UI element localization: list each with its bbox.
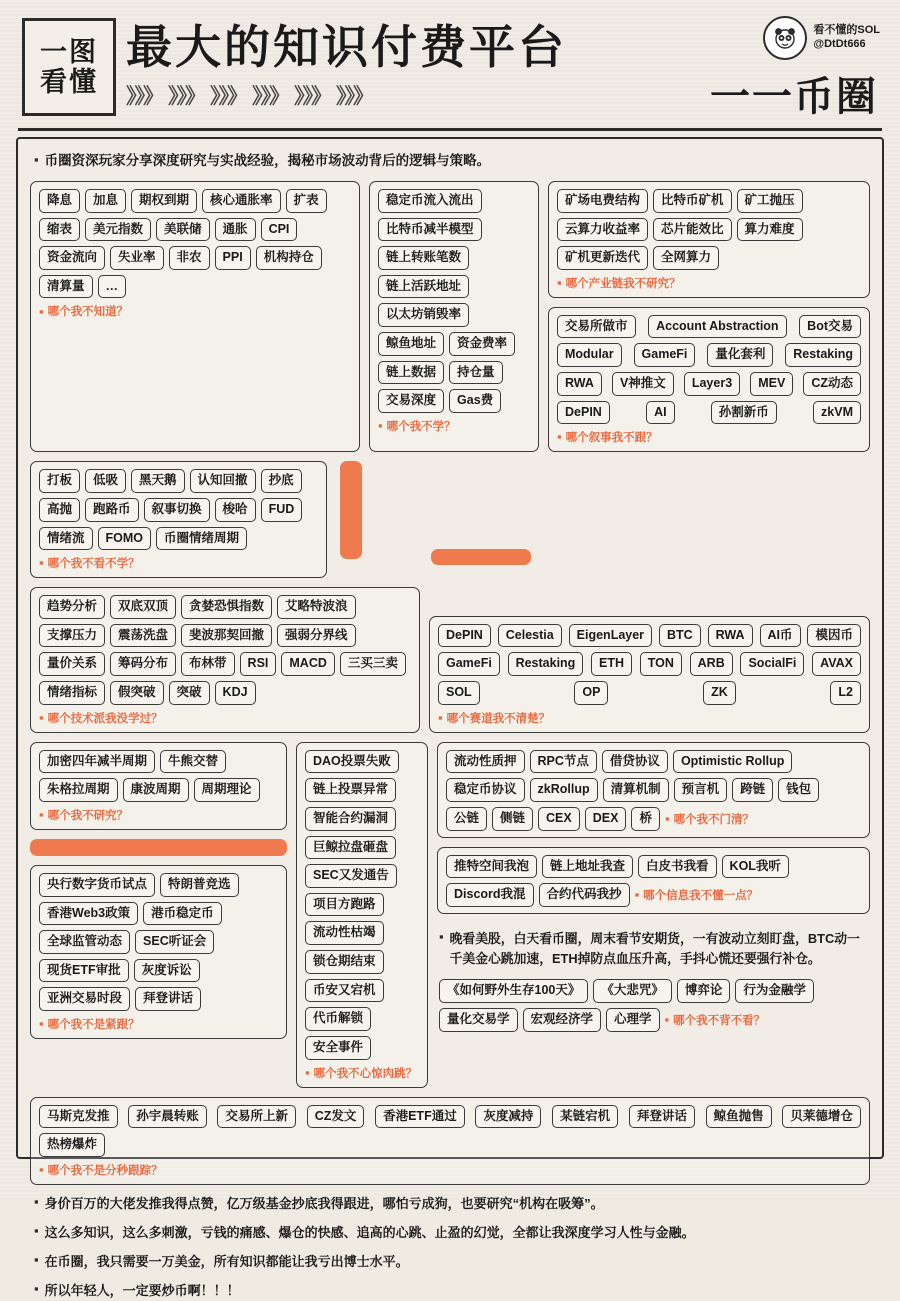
chip[interactable]: 链上投票异常 — [305, 778, 396, 802]
chip[interactable]: EigenLayer — [569, 624, 652, 648]
highlight-bar-vertical — [340, 461, 362, 559]
chip[interactable]: 艾略特波浪 — [277, 595, 356, 619]
group-info-note — [635, 883, 759, 907]
bullet-icon: ▪ — [39, 555, 44, 571]
chip[interactable]: 马斯克发推 — [39, 1105, 118, 1129]
chip[interactable]: 热榜爆炸 — [39, 1133, 105, 1157]
chip[interactable]: 交易深度 — [378, 389, 444, 413]
chip[interactable]: Optimistic Rollup — [673, 750, 792, 774]
bullet-icon: ▪ — [39, 303, 44, 319]
chip[interactable]: 双底双顶 — [110, 595, 176, 619]
chip[interactable]: 朱格拉周期 — [39, 778, 118, 802]
chip[interactable]: 康波周期 — [123, 778, 189, 802]
group-cycles-chips — [39, 750, 278, 802]
chevron-right-icon: 》》》 — [168, 85, 204, 108]
chip[interactable]: 芯片能效比 — [653, 218, 732, 242]
chip[interactable]: 心理学 — [606, 1008, 660, 1032]
chip[interactable]: 三买三卖 — [340, 652, 406, 676]
chip[interactable]: 跨链 — [732, 778, 773, 802]
chip[interactable]: 缩表 — [39, 218, 80, 242]
chip[interactable]: Celestia — [498, 624, 562, 648]
bullet-icon: ▪ — [34, 1193, 39, 1209]
chip[interactable]: 量化交易学 — [439, 1008, 518, 1032]
group-tokens-chips — [438, 624, 861, 705]
logo-line-2: 看懂 — [40, 67, 98, 97]
logo-line-1: 一图 — [40, 36, 98, 67]
chip[interactable]: 资金流向 — [39, 246, 105, 270]
chip[interactable]: ARB — [690, 652, 733, 676]
chip[interactable]: 现货ETF审批 — [39, 959, 129, 983]
bullet-icon: ▪ — [39, 1161, 44, 1177]
highlight-bar-wide — [30, 839, 287, 856]
chip[interactable]: 巨鲸拉盘砸盘 — [305, 836, 396, 860]
chip[interactable]: 全网算力 — [653, 246, 719, 270]
chip[interactable]: 持仓量 — [449, 361, 503, 385]
chip[interactable]: 港币稳定币 — [143, 902, 222, 926]
bullet-icon: ▪ — [305, 1064, 310, 1080]
footer-paragraph-text: 身价百万的大佬发推我得点赞，亿万级基金抄底我得跟进，哪怕亏成狗，也要研究“机构在吸筹”。 — [44, 1195, 604, 1211]
chip[interactable]: 布林带 — [181, 652, 235, 676]
chip[interactable]: 跑路币 — [85, 498, 139, 522]
chip[interactable]: AI — [646, 401, 675, 425]
chip[interactable]: 孙宇晨转账 — [128, 1105, 207, 1129]
chip[interactable]: 认知回撤 — [190, 469, 256, 493]
chip[interactable]: 震荡洗盘 — [110, 624, 176, 648]
chip[interactable]: 借贷协议 — [602, 750, 668, 774]
chip[interactable]: BTC — [659, 624, 701, 648]
chip[interactable]: Discord我混 — [446, 883, 534, 907]
chip[interactable]: AVAX — [812, 652, 861, 676]
section-row-d — [30, 742, 870, 1088]
chevron-right-icon: 》》》 — [252, 85, 288, 108]
section-row-a — [30, 181, 870, 452]
chip[interactable]: 扩表 — [286, 189, 327, 213]
section-row-c — [30, 587, 870, 733]
group-mining — [548, 181, 870, 298]
note-text: 哪个叙事我不跟？ — [565, 432, 658, 445]
chip[interactable]: 矿机更新迭代 — [557, 246, 648, 270]
chip[interactable]: CPI — [261, 218, 298, 242]
chip[interactable]: RWA — [557, 372, 602, 396]
bullet-icon: ▪ — [664, 810, 670, 826]
chip[interactable]: AI币 — [760, 624, 801, 648]
chip[interactable]: 孙割新币 — [711, 401, 777, 425]
chip[interactable]: 钱包 — [778, 778, 819, 802]
chip[interactable]: 代币解锁 — [305, 1007, 371, 1031]
chip[interactable]: 打板 — [39, 469, 80, 493]
chip[interactable]: 期权到期 — [131, 189, 197, 213]
group-onchain-note — [378, 418, 530, 434]
note-text: 哪个我不学？ — [386, 420, 456, 433]
chip[interactable]: 灰度减持 — [475, 1105, 541, 1129]
chip[interactable]: GameFi — [634, 343, 696, 367]
note-text: 哪个我不是紧跟？ — [47, 1019, 140, 1032]
note-text: 哪个我不知道？ — [47, 306, 129, 319]
chip[interactable]: PPI — [215, 246, 251, 270]
chip[interactable]: RSI — [240, 652, 277, 676]
group-narrative-note — [557, 429, 658, 445]
bullet-icon: ▪ — [438, 709, 443, 725]
chip[interactable]: 《如何野外生存100天》 — [439, 979, 588, 1003]
chip[interactable]: FUD — [261, 498, 303, 522]
chip[interactable]: 链上数据 — [378, 361, 444, 385]
chip[interactable]: 《大悲咒》 — [593, 979, 672, 1003]
chip[interactable]: 交易所上新 — [217, 1105, 296, 1129]
mid-paragraph-text: 晚看美股，白天看币圈，周末看节安期货，一有波动立刻盯盘，BTC动一千美金心跳加速，ETH掉防点血压升高，手抖心慌还要强行补仓。 — [449, 930, 860, 966]
chip[interactable]: 链上地址我查 — [542, 855, 633, 879]
group-narrative — [548, 307, 870, 453]
chip[interactable]: 假突破 — [110, 681, 164, 705]
group-info-chips — [446, 855, 861, 907]
group-psychology-note — [39, 555, 140, 571]
chip[interactable]: 博弈论 — [677, 979, 731, 1003]
note-text: 哪个技术派我没学过？ — [47, 712, 163, 725]
chip[interactable]: 贝莱德增仓 — [782, 1105, 861, 1129]
chip[interactable]: Restaking — [508, 652, 584, 676]
chip[interactable]: RWA — [708, 624, 753, 648]
chip[interactable]: zkRollup — [530, 778, 598, 802]
group-tokens — [429, 616, 870, 733]
chip[interactable]: 算力难度 — [737, 218, 803, 242]
chip[interactable]: 降息 — [39, 189, 80, 213]
account-name: 看不懂的SOL — [813, 24, 880, 37]
group-books — [437, 979, 870, 1031]
account-handle: @DtDt666 — [813, 38, 866, 50]
group-technical — [30, 587, 420, 733]
account-text — [813, 24, 880, 52]
chip[interactable]: 突破 — [169, 681, 210, 705]
chip[interactable]: 云算力收益率 — [557, 218, 648, 242]
chip[interactable]: 加息 — [85, 189, 126, 213]
group-cycles-note — [39, 807, 278, 823]
chip[interactable]: 贪婪恐惧指数 — [181, 595, 272, 619]
chip[interactable]: 全球监管动态 — [39, 930, 130, 954]
chip[interactable]: RPC节点 — [530, 750, 597, 774]
chip[interactable]: 流动性枯竭 — [305, 921, 384, 945]
chip[interactable]: 以太坊销毁率 — [378, 303, 469, 327]
group-books-chips — [439, 979, 868, 1031]
chip[interactable]: 币安又宕机 — [305, 979, 384, 1003]
chip[interactable]: 斐波那契回撤 — [181, 624, 272, 648]
footer-paragraph-text: 在币圈，我只需要一万美金，所有知识都能让我亏出博士水平。 — [44, 1254, 409, 1270]
bullet-icon: ▪ — [634, 887, 640, 903]
chip[interactable]: KDJ — [215, 681, 256, 705]
chip[interactable]: 资金费率 — [449, 332, 515, 356]
chip[interactable]: 行为金融学 — [735, 979, 814, 1003]
mid-paragraph — [439, 929, 870, 969]
chip[interactable]: ETH — [591, 652, 632, 676]
note-text: 哪个赛道我不清楚？ — [446, 712, 551, 725]
chip[interactable]: 拜登讲话 — [629, 1105, 695, 1129]
note-text: 哪个产业链我不研究？ — [565, 277, 681, 290]
section-row-b — [30, 461, 870, 578]
chip[interactable]: L2 — [830, 681, 861, 705]
chip[interactable]: CZ发文 — [307, 1105, 365, 1129]
chip[interactable]: 币圈情绪周期 — [156, 527, 247, 551]
bullet-icon: ▪ — [557, 274, 562, 290]
chip[interactable]: 鲸鱼抛售 — [706, 1105, 772, 1129]
footer-paragraph-text: 所以年轻人，一定要炒币啊！！！ — [44, 1283, 240, 1299]
bullet-icon: ▪ — [34, 1222, 39, 1238]
chip[interactable]: 清算量 — [39, 275, 93, 299]
chip[interactable]: 矿场电费结构 — [557, 189, 648, 213]
chip[interactable]: MEV — [750, 372, 793, 396]
footer-paragraph — [34, 1252, 866, 1272]
group-mining-note — [557, 275, 861, 291]
group-technical-chips — [39, 595, 411, 705]
chip[interactable]: 非农 — [169, 246, 210, 270]
chip[interactable]: 清算机制 — [603, 778, 669, 802]
chip[interactable]: 特朗普竞选 — [160, 873, 239, 897]
chip[interactable]: OP — [574, 681, 608, 705]
chip[interactable]: 叙事切换 — [144, 498, 210, 522]
chip[interactable]: 稳定币流入流出 — [378, 189, 482, 213]
note-text: 哪个我不门清？ — [673, 813, 755, 826]
bullet-icon: ▪ — [39, 1016, 44, 1032]
chip[interactable]: zkVM — [813, 401, 861, 425]
chip[interactable]: 桥 — [631, 807, 660, 831]
chip[interactable]: 某链宕机 — [552, 1105, 618, 1129]
chip[interactable]: TON — [640, 652, 682, 676]
chip[interactable]: DAO投票失败 — [305, 750, 399, 774]
group-hot-chips — [39, 1105, 861, 1157]
bullet-icon: ▪ — [39, 709, 44, 725]
group-onchain-chips — [378, 189, 530, 413]
chip[interactable]: 拜登讲话 — [135, 987, 201, 1011]
footer-paragraph — [34, 1281, 866, 1301]
chip[interactable]: 支撑压力 — [39, 624, 105, 648]
section-col-a-right — [548, 181, 870, 452]
chip[interactable]: 稳定币协议 — [446, 778, 525, 802]
chip[interactable]: 筹码分布 — [110, 652, 176, 676]
chip[interactable]: 智能合约漏洞 — [305, 807, 396, 831]
chip[interactable]: 鲸鱼地址 — [378, 332, 444, 356]
group-macro-chips — [39, 189, 351, 299]
group-defi-chips — [446, 750, 861, 831]
chip[interactable]: DePIN — [557, 401, 610, 425]
chip[interactable]: 高抛 — [39, 498, 80, 522]
chip[interactable]: 低吸 — [85, 469, 126, 493]
chip[interactable]: CZ动态 — [803, 372, 861, 396]
bullet-icon: ▪ — [664, 1012, 670, 1028]
bullet-icon: ▪ — [34, 1281, 39, 1297]
group-policy — [30, 865, 287, 1039]
chip[interactable]: 梭哈 — [215, 498, 256, 522]
panda-avatar-icon — [763, 16, 807, 60]
chip[interactable]: 央行数字货币试点 — [39, 873, 155, 897]
chip[interactable]: 合约代码我抄 — [539, 883, 630, 907]
chip[interactable]: Gas费 — [449, 389, 501, 413]
chip[interactable]: MACD — [281, 652, 335, 676]
chip[interactable]: 灰度诉讼 — [134, 959, 200, 983]
chevron-right-icon: 》》》 — [336, 85, 372, 108]
chip[interactable]: CEX — [538, 807, 580, 831]
chip[interactable]: DEX — [585, 807, 627, 831]
group-defi — [437, 742, 870, 838]
chip[interactable]: 侧链 — [492, 807, 533, 831]
group-risk — [296, 742, 428, 1088]
chip-more[interactable]: … — [98, 275, 127, 299]
group-tokens-note — [438, 710, 861, 726]
chip[interactable]: 公链 — [446, 807, 487, 831]
chip[interactable]: ZK — [703, 681, 736, 705]
bullet-icon: ▪ — [34, 152, 39, 167]
section-col-d-left — [30, 742, 287, 1088]
chip[interactable]: 安全事件 — [305, 1036, 371, 1060]
bullet-icon: ▪ — [439, 928, 444, 944]
page-subtitle: 一一币圈 — [710, 75, 878, 119]
group-onchain — [369, 181, 539, 452]
bullet-icon: ▪ — [34, 1252, 39, 1268]
note-text: 哪个我不是分秒跟踪？ — [47, 1164, 163, 1177]
chip[interactable]: 美联储 — [156, 218, 210, 242]
chip[interactable]: SEC听证会 — [135, 930, 214, 954]
highlight-bar-horizontal — [431, 549, 531, 565]
page-title: 最大的知识付费平台 — [126, 21, 567, 73]
chip[interactable]: 流动性质押 — [446, 750, 525, 774]
chip[interactable]: 美元指数 — [85, 218, 151, 242]
footer-paragraph — [34, 1223, 866, 1243]
chip[interactable]: Layer3 — [684, 372, 740, 396]
group-mining-chips — [557, 189, 861, 270]
chip[interactable]: Account Abstraction — [648, 315, 786, 339]
bullet-icon: ▪ — [39, 807, 44, 823]
chevron-right-icon: 》》》 — [210, 85, 246, 108]
chip[interactable]: 比特币矿机 — [653, 189, 732, 213]
logo-badge — [22, 18, 116, 116]
note-text: 哪个我不心惊肉跳？ — [313, 1067, 418, 1080]
chip[interactable]: 链上转账笔数 — [378, 246, 469, 270]
chip[interactable]: 模因币 — [807, 624, 861, 648]
chip[interactable]: KOL我听 — [722, 855, 789, 879]
chip[interactable]: 香港ETF通过 — [375, 1105, 465, 1129]
chip[interactable]: Modular — [557, 343, 622, 367]
note-text: 哪个我不背不看？ — [673, 1014, 766, 1027]
group-info — [437, 847, 870, 914]
chip[interactable]: 锁仓期结束 — [305, 950, 384, 974]
highlight-spacer — [371, 461, 870, 578]
group-hot-note — [39, 1162, 861, 1178]
chip[interactable]: 亚洲交易时段 — [39, 987, 130, 1011]
chip[interactable]: 量价关系 — [39, 652, 105, 676]
lead-text: 币圈资深玩家分享深度研究与实战经验，揭秘市场波动背后的逻辑与策略。 — [44, 153, 491, 168]
header-divider — [18, 128, 882, 131]
chip[interactable]: 链上活跃地址 — [378, 275, 469, 299]
group-cycles — [30, 742, 287, 830]
bullet-icon: ▪ — [378, 418, 383, 434]
chip[interactable]: V神推文 — [612, 372, 674, 396]
group-risk-chips — [305, 750, 419, 1060]
chip[interactable]: 黑天鹅 — [131, 469, 185, 493]
chip[interactable]: FOMO — [98, 527, 152, 551]
chip[interactable]: 抄底 — [261, 469, 302, 493]
chip[interactable]: 失业率 — [110, 246, 164, 270]
chip[interactable]: 通胀 — [215, 218, 256, 242]
chip[interactable]: DePIN — [438, 624, 491, 648]
chip[interactable]: 矿工抛压 — [737, 189, 803, 213]
chip[interactable]: 情绪指标 — [39, 681, 105, 705]
chip[interactable]: 推特空间我泡 — [446, 855, 537, 879]
note-text: 哪个我不研究？ — [47, 809, 129, 822]
account-badge — [763, 16, 880, 60]
section-col-d-right — [437, 742, 870, 1088]
group-macro-note — [39, 303, 351, 319]
chip[interactable]: 宏观经济学 — [523, 1008, 602, 1032]
group-hot — [30, 1097, 870, 1185]
bullet-icon: ▪ — [557, 429, 562, 445]
chip[interactable]: 项目方跑路 — [305, 893, 384, 917]
footer-paragraphs — [30, 1194, 870, 1301]
chip[interactable]: 牛熊交替 — [160, 750, 226, 774]
poster-header — [16, 14, 884, 126]
group-policy-note — [39, 1016, 278, 1032]
group-psychology-chips — [39, 469, 318, 571]
chip[interactable]: 核心通胀率 — [202, 189, 281, 213]
chip[interactable]: SOL — [438, 681, 480, 705]
footer-paragraph — [34, 1194, 866, 1214]
chip[interactable]: 周期理论 — [194, 778, 260, 802]
chip[interactable]: 情绪流 — [39, 527, 93, 551]
chip[interactable]: SEC又发通告 — [305, 864, 397, 888]
chip[interactable]: 量化套利 — [707, 343, 773, 367]
group-technical-note — [39, 710, 411, 726]
chip[interactable]: 香港Web3政策 — [39, 902, 138, 926]
chip[interactable]: 机构持仓 — [256, 246, 322, 270]
group-narrative-chips — [557, 315, 861, 446]
chip[interactable]: 比特币减半模型 — [378, 218, 482, 242]
chip[interactable]: 预言机 — [674, 778, 728, 802]
chip[interactable]: Restaking — [785, 343, 861, 367]
group-macro — [30, 181, 360, 452]
chip[interactable]: 白皮书我看 — [638, 855, 717, 879]
note-text: 哪个信息我不懂一点？ — [643, 889, 759, 902]
chip[interactable]: Bot交易 — [799, 315, 861, 339]
chevron-right-icon: 》》》 — [294, 85, 330, 108]
group-risk-note — [305, 1065, 419, 1081]
chip[interactable]: 趋势分析 — [39, 595, 105, 619]
chip[interactable]: 交易所做市 — [557, 315, 636, 339]
chip[interactable]: GameFi — [438, 652, 500, 676]
chip[interactable]: SocialFi — [740, 652, 804, 676]
chip[interactable]: 强弱分界线 — [277, 624, 356, 648]
lead-paragraph — [34, 152, 870, 171]
chevron-right-icon: 》》》 — [126, 85, 162, 108]
chip[interactable]: 加密四年减半周期 — [39, 750, 155, 774]
footer-paragraph-text: 这么多知识，这么多刺激，亏钱的痛感、爆仓的快感、追高的心跳、止盈的幻觉，全都让我深度学习人性与金融。 — [44, 1224, 695, 1240]
group-psychology — [30, 461, 327, 578]
group-defi-note — [665, 807, 754, 831]
group-policy-chips — [39, 873, 278, 1011]
group-books-note — [665, 1008, 766, 1032]
content-frame — [16, 137, 884, 1299]
note-text: 哪个我不看不学？ — [47, 558, 140, 571]
